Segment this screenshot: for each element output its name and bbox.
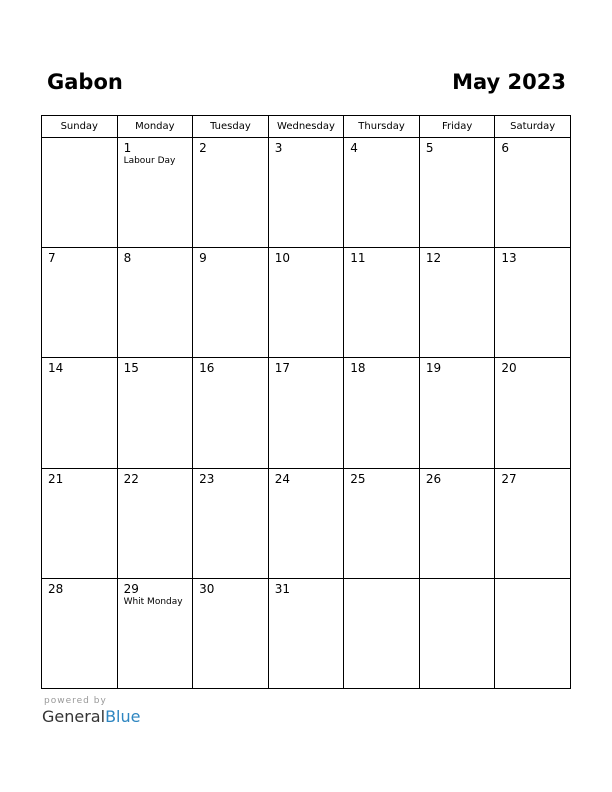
- day-number: 6: [501, 141, 510, 155]
- day-number: 29: [123, 581, 139, 596]
- day-cell: [495, 468, 571, 578]
- calendar-grid: [41, 115, 571, 689]
- brand-blue: Blue: [105, 707, 141, 726]
- day-cell: [117, 358, 193, 468]
- day-cell: [268, 468, 344, 578]
- day-cell: [193, 248, 269, 358]
- day-number: 22: [123, 471, 139, 486]
- day-number: 30: [199, 581, 215, 596]
- day-number: 1: [123, 141, 132, 155]
- day-cell: [344, 358, 420, 468]
- day-cell: [268, 138, 344, 248]
- weekday-thursday: Thursday: [344, 116, 420, 138]
- day-number: 21: [48, 471, 64, 486]
- day-number: 14: [48, 361, 64, 376]
- day-cell: [268, 248, 344, 358]
- holiday-label: Labour Day: [123, 156, 176, 166]
- day-cell: [419, 358, 495, 468]
- day-cell: [193, 358, 269, 468]
- day-number: 18: [350, 361, 366, 376]
- day-number: 12: [425, 251, 442, 266]
- week-row: [42, 358, 571, 468]
- day-cell: [117, 578, 193, 688]
- day-number: 5: [425, 141, 434, 155]
- day-cell: [193, 468, 269, 578]
- day-number: 7: [48, 251, 56, 266]
- day-number: 13: [501, 251, 517, 266]
- day-number: 3: [274, 141, 283, 155]
- weekday-header-row: [42, 116, 571, 138]
- week-row: [42, 468, 571, 578]
- day-number: 23: [199, 471, 215, 486]
- day-number: 26: [425, 471, 442, 486]
- holiday-label: Whit Monday: [123, 596, 183, 607]
- day-number: 9: [199, 251, 207, 266]
- day-number: 28: [48, 581, 64, 596]
- day-cell: [117, 248, 193, 358]
- month-title: May 2023: [452, 70, 566, 94]
- country-title: Gabon: [47, 70, 123, 94]
- weekday-wednesday: Wednesday: [268, 116, 344, 138]
- day-number: 17: [274, 361, 290, 376]
- day-number: 20: [501, 361, 517, 376]
- day-cell: [117, 468, 193, 578]
- day-cell: [419, 468, 495, 578]
- day-cell: [419, 578, 495, 688]
- day-cell: [495, 578, 571, 688]
- day-cell: [344, 468, 420, 578]
- day-cell: [42, 358, 118, 468]
- day-number: 4: [350, 141, 358, 155]
- day-cell: [117, 138, 193, 248]
- day-number: 25: [350, 471, 366, 486]
- day-number: 10: [274, 251, 290, 266]
- calendar-body: [42, 138, 571, 689]
- weekday-monday: Monday: [117, 116, 193, 138]
- brand-general: General: [42, 707, 106, 726]
- weekday-tuesday: Tuesday: [193, 116, 269, 138]
- day-number: 24: [274, 471, 290, 486]
- day-number: 11: [350, 251, 366, 266]
- footer: [42, 696, 140, 726]
- day-number: 8: [123, 251, 132, 266]
- day-cell: [42, 578, 118, 688]
- day-cell: [42, 138, 118, 248]
- day-cell: [419, 138, 495, 248]
- day-number: 2: [199, 141, 207, 155]
- week-row: [42, 248, 571, 358]
- day-number: 16: [199, 361, 215, 376]
- day-number: 19: [425, 361, 442, 376]
- brand-logo: [42, 707, 140, 726]
- day-cell: [42, 248, 118, 358]
- week-row: [42, 138, 571, 248]
- day-cell: [193, 138, 269, 248]
- week-row: [42, 578, 571, 688]
- powered-by-text: powered by: [44, 696, 107, 706]
- day-cell: [495, 138, 571, 248]
- day-cell: [268, 358, 344, 468]
- day-cell: [344, 248, 420, 358]
- day-number: 31: [274, 581, 290, 596]
- day-number: 15: [123, 361, 139, 376]
- day-cell: [419, 248, 495, 358]
- weekday-sunday: Sunday: [42, 116, 118, 138]
- weekday-saturday: Saturday: [495, 116, 571, 138]
- weekday-friday: Friday: [419, 116, 495, 138]
- day-cell: [193, 578, 269, 688]
- day-cell: [344, 578, 420, 688]
- day-cell: [495, 248, 571, 358]
- day-cell: [42, 468, 118, 578]
- day-number: 27: [501, 471, 517, 486]
- day-cell: [268, 578, 344, 688]
- day-cell: [495, 358, 571, 468]
- day-cell: [344, 138, 420, 248]
